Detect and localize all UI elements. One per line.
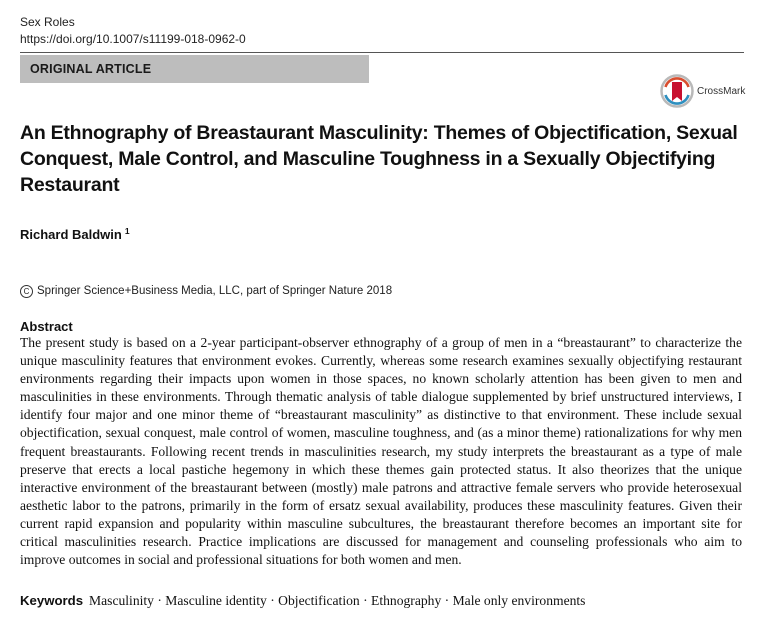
crossmark-icon [660,74,694,108]
crossmark-badge[interactable] [660,74,745,108]
author-name[interactable]: Richard Baldwin [20,227,122,242]
copyright-icon: C [20,285,33,298]
keywords-label: Keywords [20,593,84,608]
article-type-banner: ORIGINAL ARTICLE [20,55,369,83]
article-title: An Ethnography of Breastaurant Masculinity: Themes of Objectification, Sexual Conquest, Male Control, and Masculine Toughness in a Sexually Objectifying Restaurant [20,122,738,196]
journal-header [20,14,246,48]
copyright-text: Springer Science+Business Media, LLC, part of Springer Nature 2018 [37,285,393,297]
affiliation-mark[interactable]: 1 [124,226,130,236]
copyright-line [20,283,392,299]
doi-link[interactable]: https://doi.org/10.1007/s11199-018-0962-0 [20,32,246,46]
abstract-heading: Abstract [20,319,73,334]
author-line [20,222,130,244]
keywords-line [20,592,585,610]
header-divider [20,52,744,53]
journal-name: Sex Roles [20,15,75,29]
keywords-list: Masculinity · Masculine identity · Objectification · Ethnography · Male only environments [89,593,586,608]
abstract-text: The present study is based on a 2-year participant-observer ethnography of a group of men in a “breastaurant” to characterize the unique masculinity features that environment evokes. Currently, whereas some research examines sexually objectifying restaurant environments regarding their impacts upon women in those spaces, no known scholarly attention has been given to men and masculinities in these environments. Through thematic analysis of table dialogue supplemented by brief unstructured interviews, I identify four major and one minor theme of “breastaurant masculinity” as distinctive to that environment. These include sexual objectification, sexual conquest, male control of women, masculine toughness, and (as a minor theme) rationalizations for why men frequent breastaurants. Following recent trends in masculinities research, my study interprets the breastaurant as a type of male preserve that erects a local pastiche hegemony in which these themes gain protected status. It also theorizes that the unique interactive environment of the breastaurant between (mostly) male patrons and attractive female servers who provide heterosexual aesthetic labor to the patrons, primarily in the form of ersatz sexual availability, produces these masculinity features. Given their current rapid expansion and popularity within masculine subcultures, the breastaurant therefore becomes an important site for critical masculinities research. Practice implications are discussed for management and counseling professionals who aim to improve outcomes in social and professional situations for both women and men. [20,335,742,568]
crossmark-label: CrossMark [697,85,746,97]
